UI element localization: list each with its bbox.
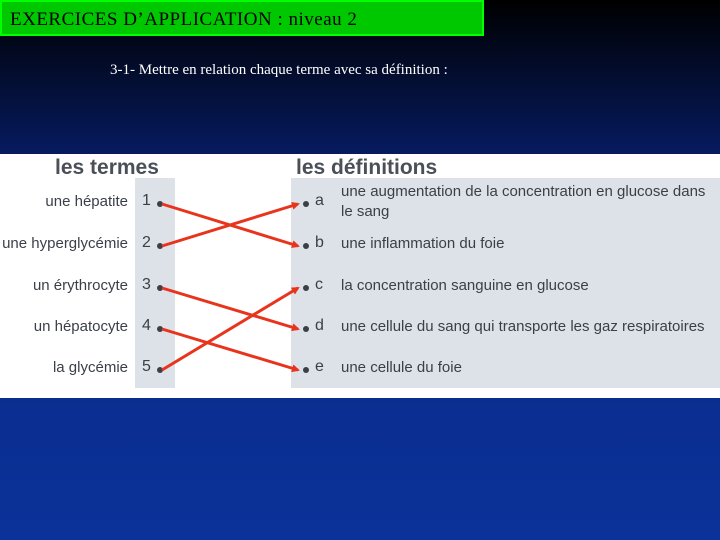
match-arrow-3-d <box>162 288 298 329</box>
definition-b: une inflammation du foie <box>341 235 505 252</box>
definitions-heading: les définitions <box>296 156 438 179</box>
term-2: une hyperglycémie <box>2 235 128 252</box>
match-arrows <box>0 154 720 398</box>
definition-e: une cellule du foie <box>341 359 462 376</box>
def-letter-c: c <box>315 276 323 293</box>
term-number-4: 4 <box>142 317 151 334</box>
terms-heading: les termes <box>55 156 159 179</box>
definition-d: une cellule du sang qui transporte les gaz respiratoires <box>341 318 705 335</box>
term-number-2: 2 <box>142 234 151 251</box>
term-5: la glycémie <box>52 359 128 376</box>
term-1: une hépatite <box>45 193 128 210</box>
exercise-instruction: 3-1- Mettre en relation chaque terme avec sa définition : <box>110 62 448 78</box>
match-arrow-4-e <box>162 329 298 370</box>
definition-c: la concentration sanguine en glucose <box>341 277 589 294</box>
def-letter-a: a <box>315 192 324 209</box>
slide-title: EXERCICES D’APPLICATION : niveau 2 <box>0 0 484 36</box>
term-4: un hépatocyte <box>33 318 128 335</box>
term-number-5: 5 <box>142 358 151 375</box>
term-3: un érythrocyte <box>32 277 128 294</box>
matching-exercise-panel <box>0 154 720 398</box>
term-number-1: 1 <box>142 192 151 209</box>
def-letter-d: d <box>315 317 324 334</box>
match-arrow-5-c <box>162 288 298 370</box>
definition-a: une augmentation de la concentration en glucose dans le sang <box>341 183 706 220</box>
term-number-3: 3 <box>142 276 151 293</box>
def-letter-e: e <box>315 358 324 375</box>
def-letter-b: b <box>315 234 324 251</box>
